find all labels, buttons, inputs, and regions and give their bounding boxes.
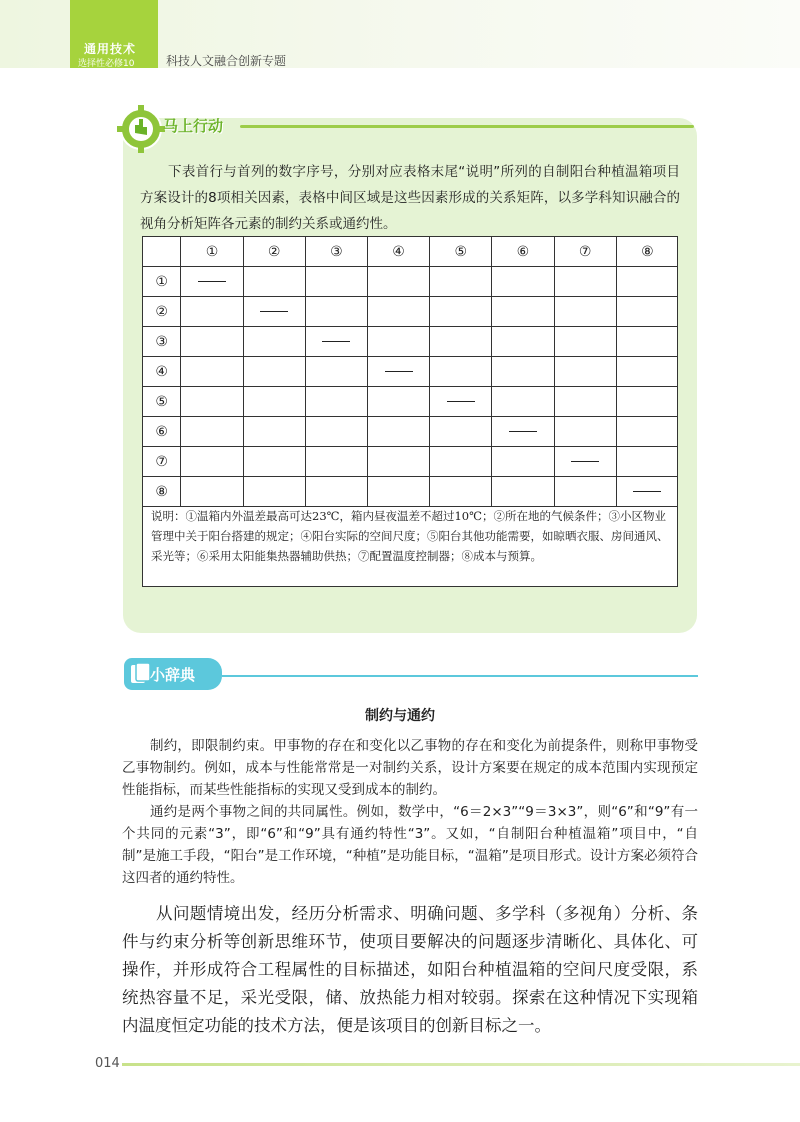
topic-title: 科技人文融合创新专题 — [166, 54, 287, 68]
diagonal-dash — [447, 401, 475, 402]
main-paragraph: 从问题情境出发，经历分析需求、明确问题、多学科（多视角）分析、条件与约束分析等创新思维环节，使项目要解决的问题逐步清晰化、具体化、可操作，并形成符合工程属性的目标描述，如阳台种植温箱的空间尺度受限，系统热容量不足，采光受限，储、放热能力相对较弱。探索在这种情况下实现箱内温度恒定功能的技术方法，便是该项目的创新目标之一。 — [122, 904, 698, 1035]
matrix-cell — [243, 357, 305, 387]
matrix-col-header: ① — [181, 237, 243, 267]
action-intro: 下表首行与首列的数字序号，分别对应表格末尾“说明”所列的自制阳台种植温箱项目方案设计的8项相关因素，表格中间区域是这些因素形成的关系矩阵，以多学科知识融合的视角分析矩阵各元素的制约关系或通约性。 — [140, 164, 680, 232]
page-number: 014 — [95, 1056, 120, 1071]
matrix-cell — [181, 357, 243, 387]
matrix-cell — [430, 327, 492, 357]
matrix-cell — [430, 297, 492, 327]
matrix-cell — [181, 297, 243, 327]
dictionary-label: 小辞典 — [150, 666, 196, 684]
matrix-row — [143, 447, 678, 477]
dictionary-paragraph: 通约是两个事物之间的共同属性。例如，数学中，“6＝2×3”“9＝3×3”，则“6”和“9”有一个共同的元素“3”，即“6”和“9”具有通约特性“3”。又如，“自制阳台种植温箱”项目中，“自制”是施工手段，“阳台”是工作环境，“种植”是功能目标，“温箱”是项目形式。设计方案必须符合这四者的通约特性。 — [122, 804, 698, 886]
matrix-cell — [616, 357, 678, 387]
matrix-col-header: ② — [243, 237, 305, 267]
matrix-cell — [616, 417, 678, 447]
matrix-cell — [554, 477, 616, 507]
diagonal-dash — [260, 311, 288, 312]
diagonal-dash — [198, 281, 226, 282]
matrix-cell — [181, 387, 243, 417]
matrix-row-header: ① — [143, 267, 181, 297]
action-title-rule — [240, 125, 694, 128]
matrix-diagonal-cell — [616, 477, 678, 507]
matrix-cell — [554, 267, 616, 297]
matrix-cell — [430, 447, 492, 477]
matrix-cell — [367, 267, 429, 297]
diagonal-dash — [571, 461, 599, 462]
matrix-cell — [492, 477, 554, 507]
matrix-cell — [492, 387, 554, 417]
matrix-cell — [616, 297, 678, 327]
matrix-cell — [305, 477, 367, 507]
matrix-cell — [305, 267, 367, 297]
matrix-cell — [243, 417, 305, 447]
matrix-cell — [554, 387, 616, 417]
dictionary-rule — [222, 675, 698, 677]
matrix-cell — [243, 267, 305, 297]
matrix-cell — [554, 327, 616, 357]
matrix-cell — [181, 327, 243, 357]
matrix-cell — [305, 447, 367, 477]
matrix-col-header: ⑥ — [492, 237, 554, 267]
matrix-diagonal-cell — [367, 357, 429, 387]
matrix-cell — [430, 417, 492, 447]
matrix-cell — [367, 327, 429, 357]
matrix-col-header: ⑤ — [430, 237, 492, 267]
matrix-row — [143, 327, 678, 357]
matrix-table — [143, 237, 678, 507]
matrix-col-header: ④ — [367, 237, 429, 267]
matrix-cell — [492, 327, 554, 357]
matrix-cell — [305, 417, 367, 447]
matrix-col-header: ⑦ — [554, 237, 616, 267]
matrix-row — [143, 297, 678, 327]
matrix-cell — [430, 357, 492, 387]
table-note: 说明：①温箱内外温差最高可达23℃，箱内昼夜温差不超过10℃；②所在地的气候条件；③小区物业管理中关于阳台搭建的规定；④阳台实际的空间尺度；⑤阳台其他功能需要，如晾晒衣服、房间通风、采光等；⑥采用太阳能集热器辅助供热；⑦配置温度控制器；⑧成本与预算。 — [151, 509, 669, 563]
diagonal-dash — [509, 431, 537, 432]
diagonal-dash — [633, 491, 661, 492]
matrix-row-header: ② — [143, 297, 181, 327]
matrix-corner-cell — [143, 237, 181, 267]
matrix-row-header: ⑤ — [143, 387, 181, 417]
relation-matrix — [142, 236, 678, 587]
matrix-cell — [367, 477, 429, 507]
matrix-cell — [616, 447, 678, 477]
matrix-row — [143, 357, 678, 387]
matrix-cell — [181, 477, 243, 507]
matrix-cell — [554, 297, 616, 327]
matrix-cell — [367, 417, 429, 447]
matrix-cell — [554, 357, 616, 387]
matrix-cell — [492, 357, 554, 387]
diagonal-dash — [322, 341, 350, 342]
matrix-diagonal-cell — [554, 447, 616, 477]
matrix-cell — [616, 387, 678, 417]
dictionary-title: 制约与通约 — [365, 708, 435, 724]
matrix-row — [143, 417, 678, 447]
matrix-cell — [367, 387, 429, 417]
matrix-diagonal-cell — [243, 297, 305, 327]
matrix-cell — [305, 357, 367, 387]
matrix-cell — [492, 297, 554, 327]
matrix-cell — [181, 447, 243, 477]
matrix-row — [143, 477, 678, 507]
action-title: 马上行动 — [163, 117, 224, 135]
book-title: 通用技术 — [84, 42, 137, 56]
matrix-diagonal-cell — [305, 327, 367, 357]
matrix-row-header: ③ — [143, 327, 181, 357]
footer-rule — [122, 1063, 800, 1066]
matrix-cell — [492, 447, 554, 477]
matrix-cell — [616, 267, 678, 297]
matrix-row-header: ⑥ — [143, 417, 181, 447]
matrix-row — [143, 267, 678, 297]
matrix-cell — [305, 387, 367, 417]
matrix-col-header: ⑧ — [616, 237, 678, 267]
matrix-row — [143, 387, 678, 417]
matrix-cell — [305, 297, 367, 327]
diagonal-dash — [385, 371, 413, 372]
matrix-diagonal-cell — [492, 417, 554, 447]
matrix-cell — [430, 477, 492, 507]
matrix-header-row — [143, 237, 678, 267]
matrix-cell — [243, 477, 305, 507]
matrix-cell — [492, 267, 554, 297]
matrix-row-header: ⑦ — [143, 447, 181, 477]
matrix-cell — [243, 387, 305, 417]
gear-hand-icon — [117, 105, 165, 153]
matrix-diagonal-cell — [430, 387, 492, 417]
matrix-diagonal-cell — [181, 267, 243, 297]
matrix-cell — [181, 417, 243, 447]
dictionary-paragraph: 制约，即限制约束。甲事物的存在和变化以乙事物的存在和变化为前提条件，则称甲事物受乙事物制约。例如，成本与性能常常是一对制约关系，设计方案要在规定的成本范围内实现预定性能指标，而某些性能指标的实现又受到成本的制约。 — [122, 738, 698, 798]
book-subtitle: 选择性必修10 — [78, 59, 135, 69]
matrix-cell — [554, 417, 616, 447]
matrix-cell — [616, 327, 678, 357]
matrix-cell — [430, 267, 492, 297]
matrix-cell — [243, 327, 305, 357]
matrix-cell — [367, 297, 429, 327]
matrix-row-header: ⑧ — [143, 477, 181, 507]
matrix-cell — [367, 447, 429, 477]
matrix-col-header: ③ — [305, 237, 367, 267]
matrix-row-header: ④ — [143, 357, 181, 387]
matrix-cell — [243, 447, 305, 477]
